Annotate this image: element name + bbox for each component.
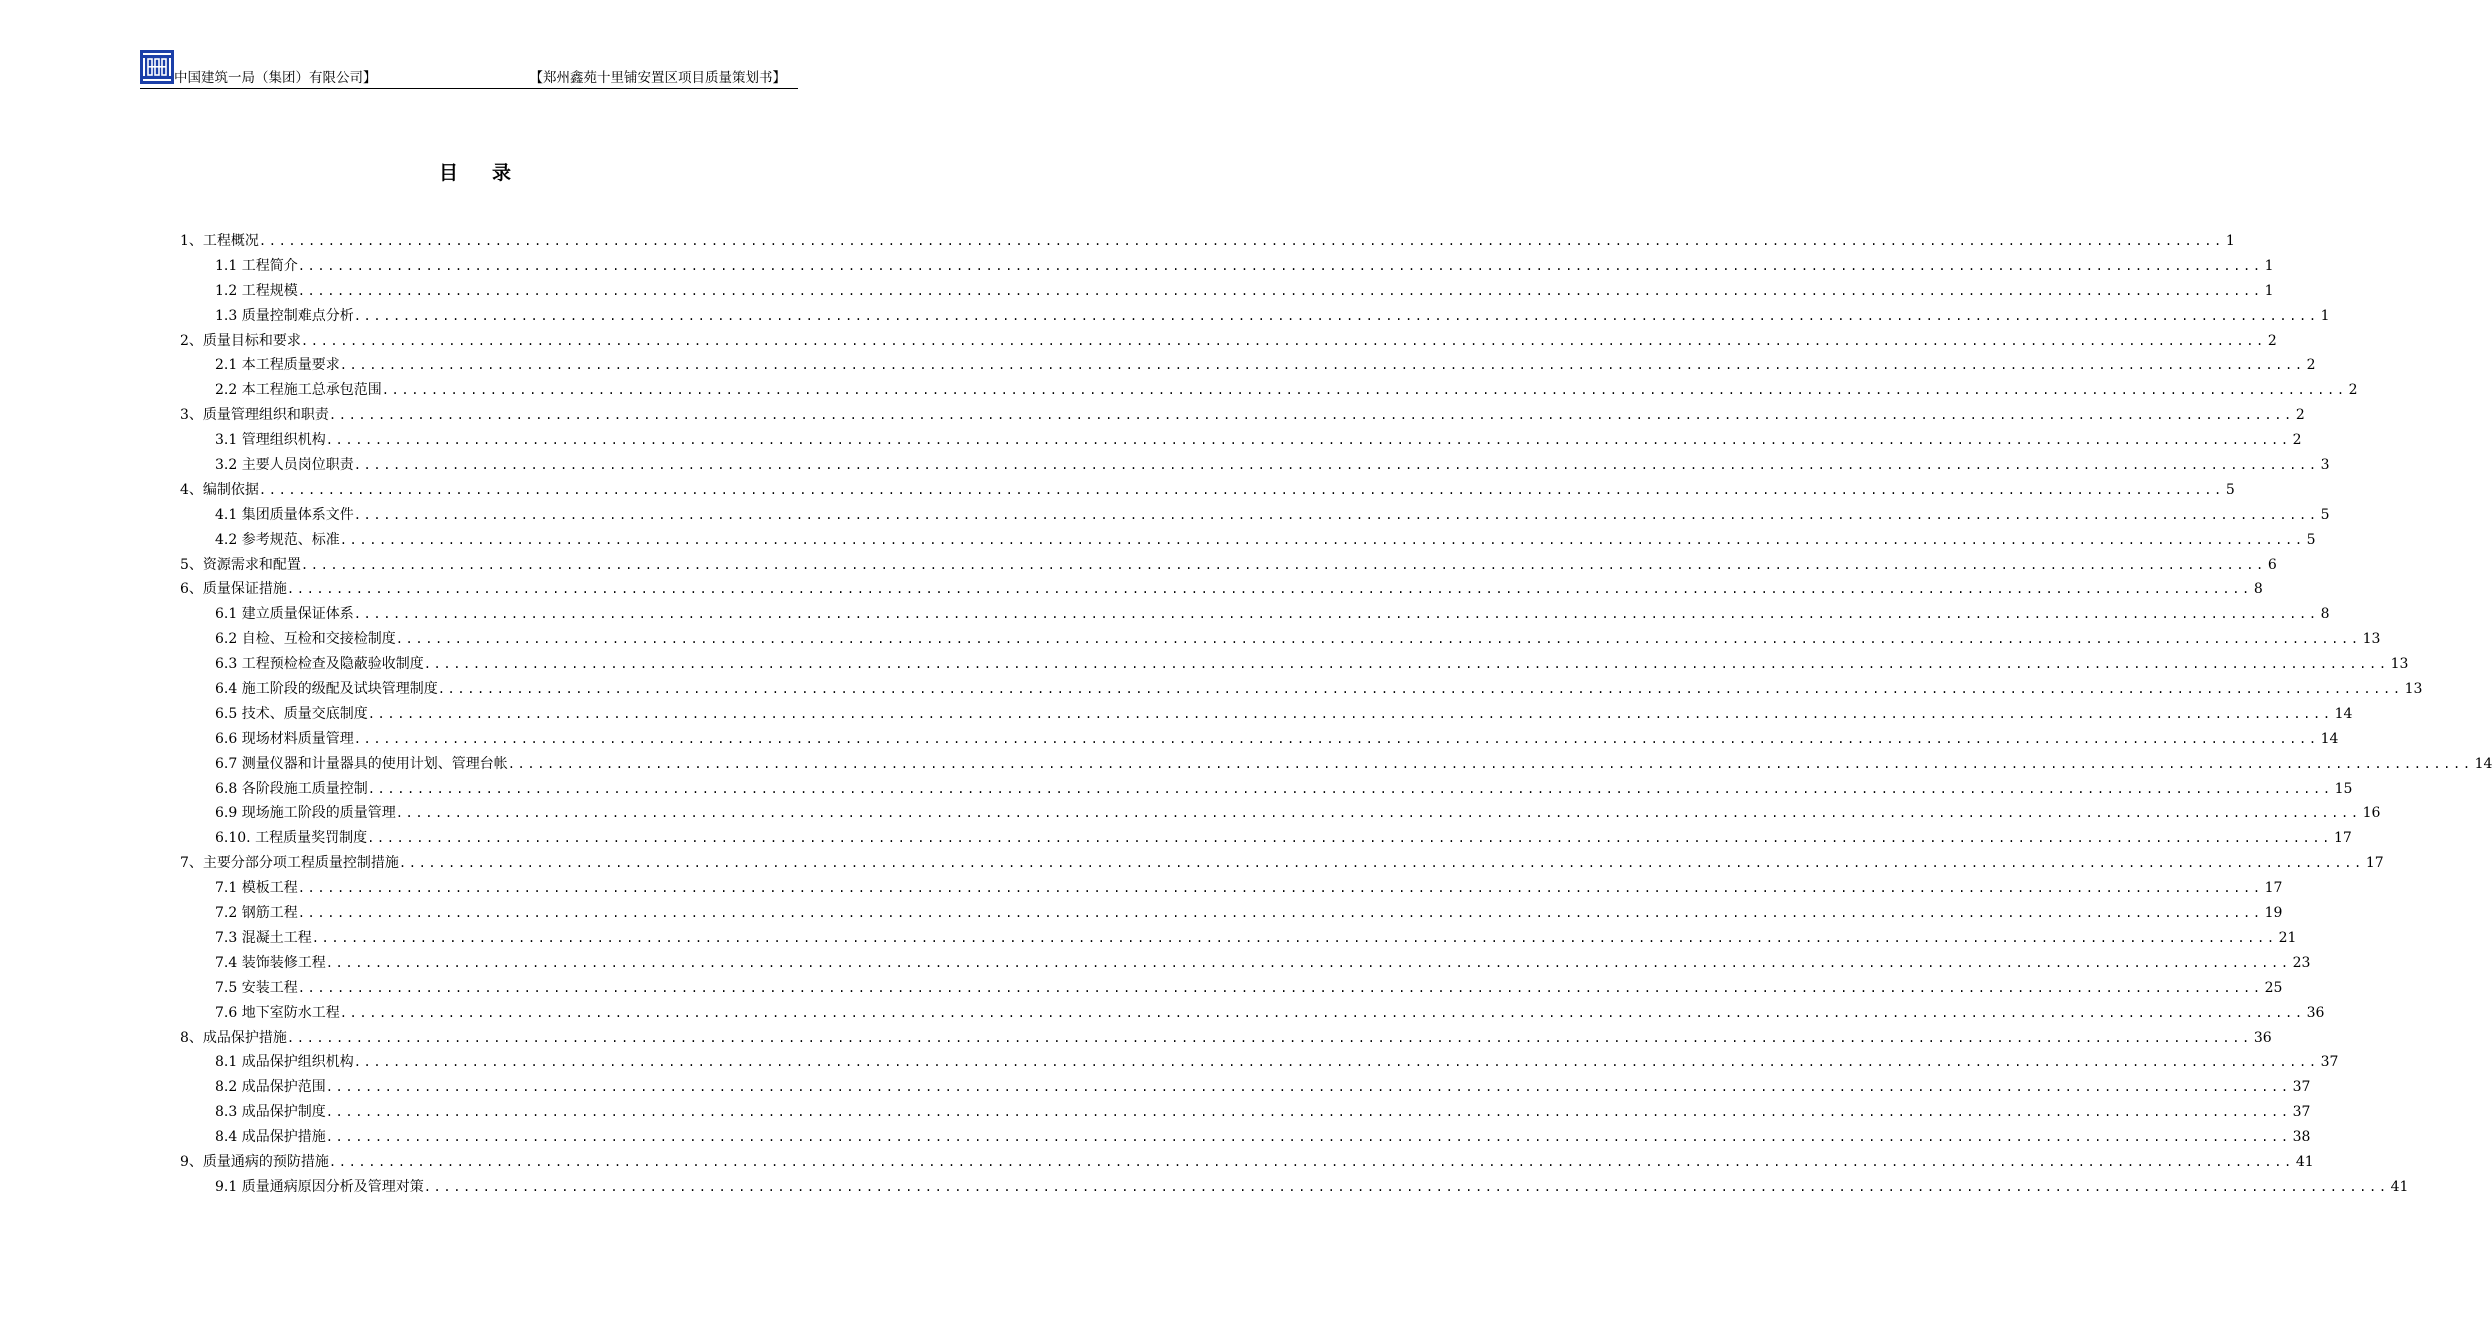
toc-entry-page: 16	[2362, 805, 2381, 822]
toc-entry-page: 14	[2474, 755, 2492, 772]
toc-entry[interactable]	[180, 503, 2330, 528]
toc-entry[interactable]	[180, 702, 2353, 727]
toc-leader-dots: ........................................................................................................................................................................................................	[353, 308, 2319, 323]
toc-entry-page: 17	[2264, 880, 2283, 897]
toc-entry-label: 8.3 成品保护制度	[215, 1104, 326, 1121]
toc-entry-label: 7.3 混凝土工程	[215, 929, 312, 946]
toc-leader-dots: ........................................................................................................................................................................................................	[325, 955, 2291, 970]
toc-entry-page: 3	[2320, 457, 2330, 474]
toc-entry[interactable]	[180, 727, 2339, 752]
toc-leader-dots: ........................................................................................................................................................................................................	[353, 507, 2319, 522]
toc-entry[interactable]	[180, 777, 2353, 802]
toc-entry-label: 1.1 工程简介	[215, 257, 298, 274]
toc-leader-dots: ........................................................................................................................................................................................................	[339, 532, 2305, 547]
toc-entry[interactable]	[180, 1125, 2311, 1150]
toc-entry-page: 6	[2267, 556, 2277, 573]
toc-entry-label: 3.2 主要人员岗位职责	[215, 457, 354, 474]
toc-entry-label: 3、质量管理组织和职责	[180, 407, 329, 424]
toc-entry-label: 6.4 施工阶段的级配及试块管理制度	[215, 681, 438, 698]
toc-entry[interactable]	[180, 428, 2302, 453]
toc-entry[interactable]	[180, 378, 2358, 403]
toc-entry-page: 19	[2264, 905, 2283, 922]
toc-entry-page: 2	[2306, 357, 2316, 374]
toc-entry[interactable]	[180, 1100, 2311, 1125]
toc-leader-dots: ........................................................................................................................................................................................................	[339, 358, 2305, 373]
toc-leader-dots: ........................................................................................................................................................................................................	[398, 856, 2364, 871]
toc-entry-label: 1.2 工程规模	[215, 282, 298, 299]
toc-entry[interactable]	[180, 652, 2409, 677]
toc-entry[interactable]	[180, 876, 2283, 901]
toc-leader-dots: ........................................................................................................................................................................................................	[325, 1105, 2291, 1120]
toc-entry-page: 14	[2320, 730, 2339, 747]
toc-leader-dots: ........................................................................................................................................................................................................	[286, 1030, 2252, 1045]
toc-leader-dots: ........................................................................................................................................................................................................	[367, 831, 2332, 846]
toc-entry-label: 6.7 测量仪器和计量器具的使用计划、管理台帐	[215, 755, 508, 772]
toc-entry-label: 4、编制依据	[180, 481, 259, 498]
toc-entry-label: 9、质量通病的预防措施	[180, 1153, 329, 1170]
toc-entry[interactable]	[180, 553, 2277, 578]
toc-leader-dots: ........................................................................................................................................................................................................	[367, 706, 2333, 721]
toc-entry-page: 1	[2225, 233, 2235, 249]
toc-entry-page: 2	[2267, 332, 2277, 349]
toc-entry-page: 2	[2295, 407, 2305, 424]
toc-leader-dots: ........................................................................................................................................................................................................	[297, 906, 2263, 921]
page-header	[140, 50, 798, 90]
toc-entry[interactable]	[180, 304, 2330, 329]
header-company-name: 中国建筑一局（集团）有限公司】	[174, 70, 377, 86]
toc-entry-page: 1	[2264, 282, 2274, 299]
toc-entry-page: 37	[2292, 1104, 2311, 1121]
toc-entry-label: 7.6 地下室防水工程	[215, 1004, 340, 1021]
toc-leader-dots: ........................................................................................................................................................................................................	[286, 582, 2252, 597]
toc-entry-page: 37	[2320, 1054, 2339, 1071]
toc-entry-label: 6.10. 工程质量奖罚制度	[215, 830, 368, 847]
toc-entry-label: 2.1 本工程质量要求	[215, 357, 340, 374]
toc-entry[interactable]	[180, 901, 2283, 926]
toc-leader-dots: ........................................................................................................................................................................................................	[258, 482, 2224, 497]
toc-entry-page: 37	[2292, 1079, 2311, 1096]
toc-entry-label: 6.9 现场施工阶段的质量管理	[215, 805, 396, 822]
toc-entry-label: 8.2 成品保护范围	[215, 1079, 326, 1096]
toc-entry-label: 4.1 集团质量体系文件	[215, 506, 354, 523]
toc-entry[interactable]	[180, 1050, 2339, 1075]
toc-leader-dots: ........................................................................................................................................................................................................	[353, 458, 2319, 473]
toc-entry-page: 25	[2264, 979, 2283, 996]
toc-entry-label: 2、质量目标和要求	[180, 332, 301, 349]
toc-entry[interactable]	[180, 1026, 2272, 1051]
toc-entry[interactable]	[180, 826, 2352, 851]
toc-entry-page: 5	[2225, 481, 2235, 498]
toc-entry-label: 3.1 管理组织机构	[215, 432, 326, 449]
toc-entry-page: 2	[2348, 382, 2358, 399]
toc-entry-page: 23	[2292, 954, 2311, 971]
toc-entry-label: 1、工程概况	[180, 233, 259, 249]
toc-entry[interactable]	[180, 577, 2263, 602]
toc-entry[interactable]	[180, 602, 2330, 627]
toc-entry-page: 2	[2292, 432, 2302, 449]
toc-entry-label: 7.4 装饰装修工程	[215, 954, 326, 971]
toc-entry[interactable]	[180, 951, 2311, 976]
toc-leader-dots: ........................................................................................................................................................................................................	[300, 333, 2266, 348]
toc-entry-page: 8	[2253, 581, 2263, 598]
toc-entry-label: 2.2 本工程施工总承包范围	[215, 382, 382, 399]
toc-entry-page: 36	[2306, 1004, 2325, 1021]
toc-entry-page: 1	[2320, 307, 2330, 324]
toc-leader-dots: ........................................................................................................................................................................................................	[507, 756, 2473, 771]
toc-entry-page: 13	[2390, 656, 2409, 673]
toc-entry-page: 15	[2334, 780, 2353, 797]
toc-entry[interactable]	[180, 229, 2235, 254]
toc-leader-dots: ........................................................................................................................................................................................................	[395, 806, 2361, 821]
toc-entry-label: 5、资源需求和配置	[180, 556, 301, 573]
toc-entry-label: 4.2 参考规范、标准	[215, 531, 340, 548]
toc-leader-dots: ........................................................................................................................................................................................................	[325, 433, 2291, 448]
toc-entry[interactable]	[180, 627, 2381, 652]
toc-leader-dots: ........................................................................................................................................................................................................	[297, 881, 2263, 896]
toc-entry-label: 6.3 工程预检检查及隐蔽验收制度	[215, 656, 424, 673]
toc-leader-dots: ........................................................................................................................................................................................................	[258, 234, 2224, 248]
toc-entry[interactable]	[180, 926, 2297, 951]
toc-entry-page: 8	[2320, 606, 2330, 623]
toc-entry-label: 8.4 成品保护措施	[215, 1129, 326, 1146]
toc-leader-dots: ........................................................................................................................................................................................................	[297, 980, 2263, 995]
toc-leader-dots: ........................................................................................................................................................................................................	[325, 1080, 2291, 1095]
toc-entry-label: 9.1 质量通病原因分析及管理对策	[215, 1178, 424, 1195]
page-title: 目录	[438, 162, 545, 184]
toc-entry-label: 6、质量保证措施	[180, 581, 287, 598]
toc-leader-dots: ........................................................................................................................................................................................................	[328, 1154, 2294, 1169]
toc-entry-label: 6.8 各阶段施工质量控制	[215, 780, 368, 797]
company-logo	[140, 50, 174, 84]
toc-leader-dots: ........................................................................................................................................................................................................	[367, 781, 2333, 796]
toc-entry-page: 17	[2365, 855, 2384, 872]
toc-entry-label: 6.2 自检、互检和交接检制度	[215, 631, 396, 648]
toc-entry-page: 14	[2334, 705, 2353, 722]
toc-entry-label: 8.1 成品保护组织机构	[215, 1054, 354, 1071]
toc-entry-label: 7、主要分部分项工程质量控制措施	[180, 855, 399, 872]
toc-leader-dots: ........................................................................................................................................................................................................	[300, 557, 2266, 572]
toc-entry-page: 41	[2390, 1178, 2409, 1195]
toc-entry-page: 36	[2253, 1029, 2272, 1046]
toc-entry-label: 6.1 建立质量保证体系	[215, 606, 354, 623]
toc-leader-dots: ........................................................................................................................................................................................................	[423, 657, 2389, 672]
toc-entry[interactable]	[180, 851, 2384, 876]
toc-entry[interactable]	[180, 752, 2492, 777]
toc-leader-dots: ........................................................................................................................................................................................................	[395, 632, 2361, 647]
toc-entry[interactable]	[180, 801, 2381, 826]
toc-entry-label: 7.1 模板工程	[215, 880, 298, 897]
toc-entry-page: 17	[2334, 830, 2352, 847]
toc-entry-label: 6.6 现场材料质量管理	[215, 730, 354, 747]
toc-entry[interactable]	[180, 976, 2283, 1001]
toc-leader-dots: ........................................................................................................................................................................................................	[328, 408, 2294, 423]
toc-leader-dots: ........................................................................................................................................................................................................	[423, 1179, 2389, 1194]
toc-entry-page: 1	[2264, 257, 2274, 274]
toc-entry-label: 7.2 钢筋工程	[215, 905, 298, 922]
toc-entry-page: 5	[2306, 531, 2316, 548]
toc-entry[interactable]	[180, 453, 2330, 478]
toc-leader-dots: ........................................................................................................................................................................................................	[325, 1130, 2291, 1145]
toc-entry[interactable]	[180, 1075, 2311, 1100]
toc-entry-page: 21	[2278, 929, 2297, 946]
toc-entry[interactable]	[180, 353, 2316, 378]
toc-leader-dots: ........................................................................................................................................................................................................	[353, 1055, 2319, 1070]
toc-entry-label: 8、成品保护措施	[180, 1029, 287, 1046]
toc-leader-dots: ........................................................................................................................................................................................................	[297, 283, 2263, 298]
toc-entry[interactable]	[180, 1001, 2325, 1026]
toc-leader-dots: ........................................................................................................................................................................................................	[437, 682, 2403, 697]
toc-entry-page: 13	[2404, 681, 2423, 698]
cscec-logo-icon	[140, 50, 174, 84]
toc-leader-dots: ........................................................................................................................................................................................................	[353, 731, 2319, 746]
toc-entry-label: 6.5 技术、质量交底制度	[215, 705, 368, 722]
toc-entry[interactable]	[180, 677, 2423, 702]
toc-entry[interactable]	[180, 1175, 2409, 1200]
toc-entry-page: 5	[2320, 506, 2330, 523]
toc-leader-dots: ........................................................................................................................................................................................................	[339, 1005, 2305, 1020]
toc-entry-label: 1.3 质量控制难点分析	[215, 307, 354, 324]
toc-entry[interactable]	[180, 1150, 2314, 1175]
toc-entry[interactable]	[180, 528, 2316, 553]
header-document-title: 【郑州鑫苑十里铺安置区项目质量策划书】	[529, 70, 786, 86]
toc-entry-page: 38	[2292, 1129, 2311, 1146]
table-of-contents	[180, 229, 2492, 1200]
toc-entry[interactable]	[180, 478, 2235, 503]
header-rule	[140, 88, 798, 89]
toc-entry-page: 41	[2295, 1153, 2314, 1170]
toc-leader-dots: ........................................................................................................................................................................................................	[311, 930, 2277, 945]
toc-entry[interactable]	[180, 403, 2305, 428]
toc-entry[interactable]	[180, 279, 2274, 304]
toc-leader-dots: ........................................................................................................................................................................................................	[297, 258, 2263, 273]
toc-entry-label: 7.5 安装工程	[215, 979, 298, 996]
toc-entry-page: 13	[2362, 631, 2381, 648]
toc-leader-dots: ........................................................................................................................................................................................................	[381, 383, 2347, 398]
toc-entry[interactable]	[180, 329, 2277, 354]
toc-entry[interactable]	[180, 254, 2274, 279]
toc-leader-dots: ........................................................................................................................................................................................................	[353, 607, 2319, 622]
